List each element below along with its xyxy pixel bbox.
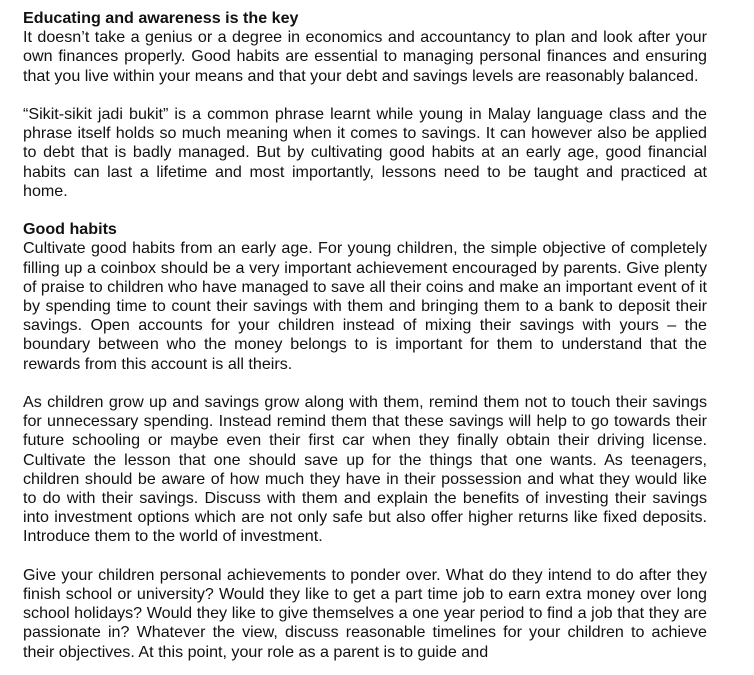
- paragraph-cultivate: Cultivate good habits from an early age. For young children, the simple objective of completely filling up a coinbox should be a very important achievement encouraged by parents. Give plenty of praise to children who have managed to save all their coins and make an important event of it by spending time to count their savings with them and bringing them to a bank to deposit their savings. Open accounts for your children instead of mixing their savings with yours – the boundary between who the money belongs to is important for them to understand that the rewards from this account is all theirs.: [23, 239, 707, 373]
- section-heading-educating: Educating and awareness is the key: [23, 9, 299, 27]
- paragraph-children-grow: As children grow up and savings grow along with them, remind them not to touch their savings for unnecessary spending. Instead remind them that these savings will help to go towards their future schooling or maybe even their first car when they finally obtain their driving license. Cultivate the lesson that one should save up for the things that one wants. As teenagers, children should be aware of how much they have in their possession and what they would like to do with their savings. Discuss with them and explain the benefits of investing their savings into investment options which are not only safe but also offer higher returns like fixed deposits. Introduce them to the world of investment.: [23, 393, 707, 546]
- section-heading-good-habits: Good habits: [23, 220, 117, 239]
- paragraph-sikit-sikit: “Sikit-sikit jadi bukit” is a common phrase learnt while young in Malay language class and the phrase itself holds so much meaning when it comes to savings. It can however also be applied to debt that is badly managed. But by cultivating good habits at an early age, good financial habits can last a lifetime and most importantly, lessons need to be taught and practiced at home.: [23, 105, 707, 200]
- paragraph-spacer: [23, 547, 707, 566]
- paragraph-intro: It doesn’t take a genius or a degree in economics and accountancy to plan and look after your own finances properly. Good habits are essential to managing personal finances and ensuring that you live within your means and that your debt and savings levels are reasonably balanced.: [23, 28, 707, 85]
- paragraph-achievements: Give your children personal achievements to ponder over. What do they intend to do after they finish school or university? Would they like to get a part time job to earn extra money over long school holidays? Would they like to give themselves a one year period to find a job that they are passionate in? Whatever the view, discuss reasonable timelines for your children to achieve their objectives. At this point, your role as a parent is to guide and: [23, 565, 707, 661]
- paragraph-spacer: [23, 86, 707, 105]
- document-page: [23, 9, 707, 662]
- paragraph-spacer: [23, 201, 707, 220]
- paragraph-spacer: [23, 374, 707, 393]
